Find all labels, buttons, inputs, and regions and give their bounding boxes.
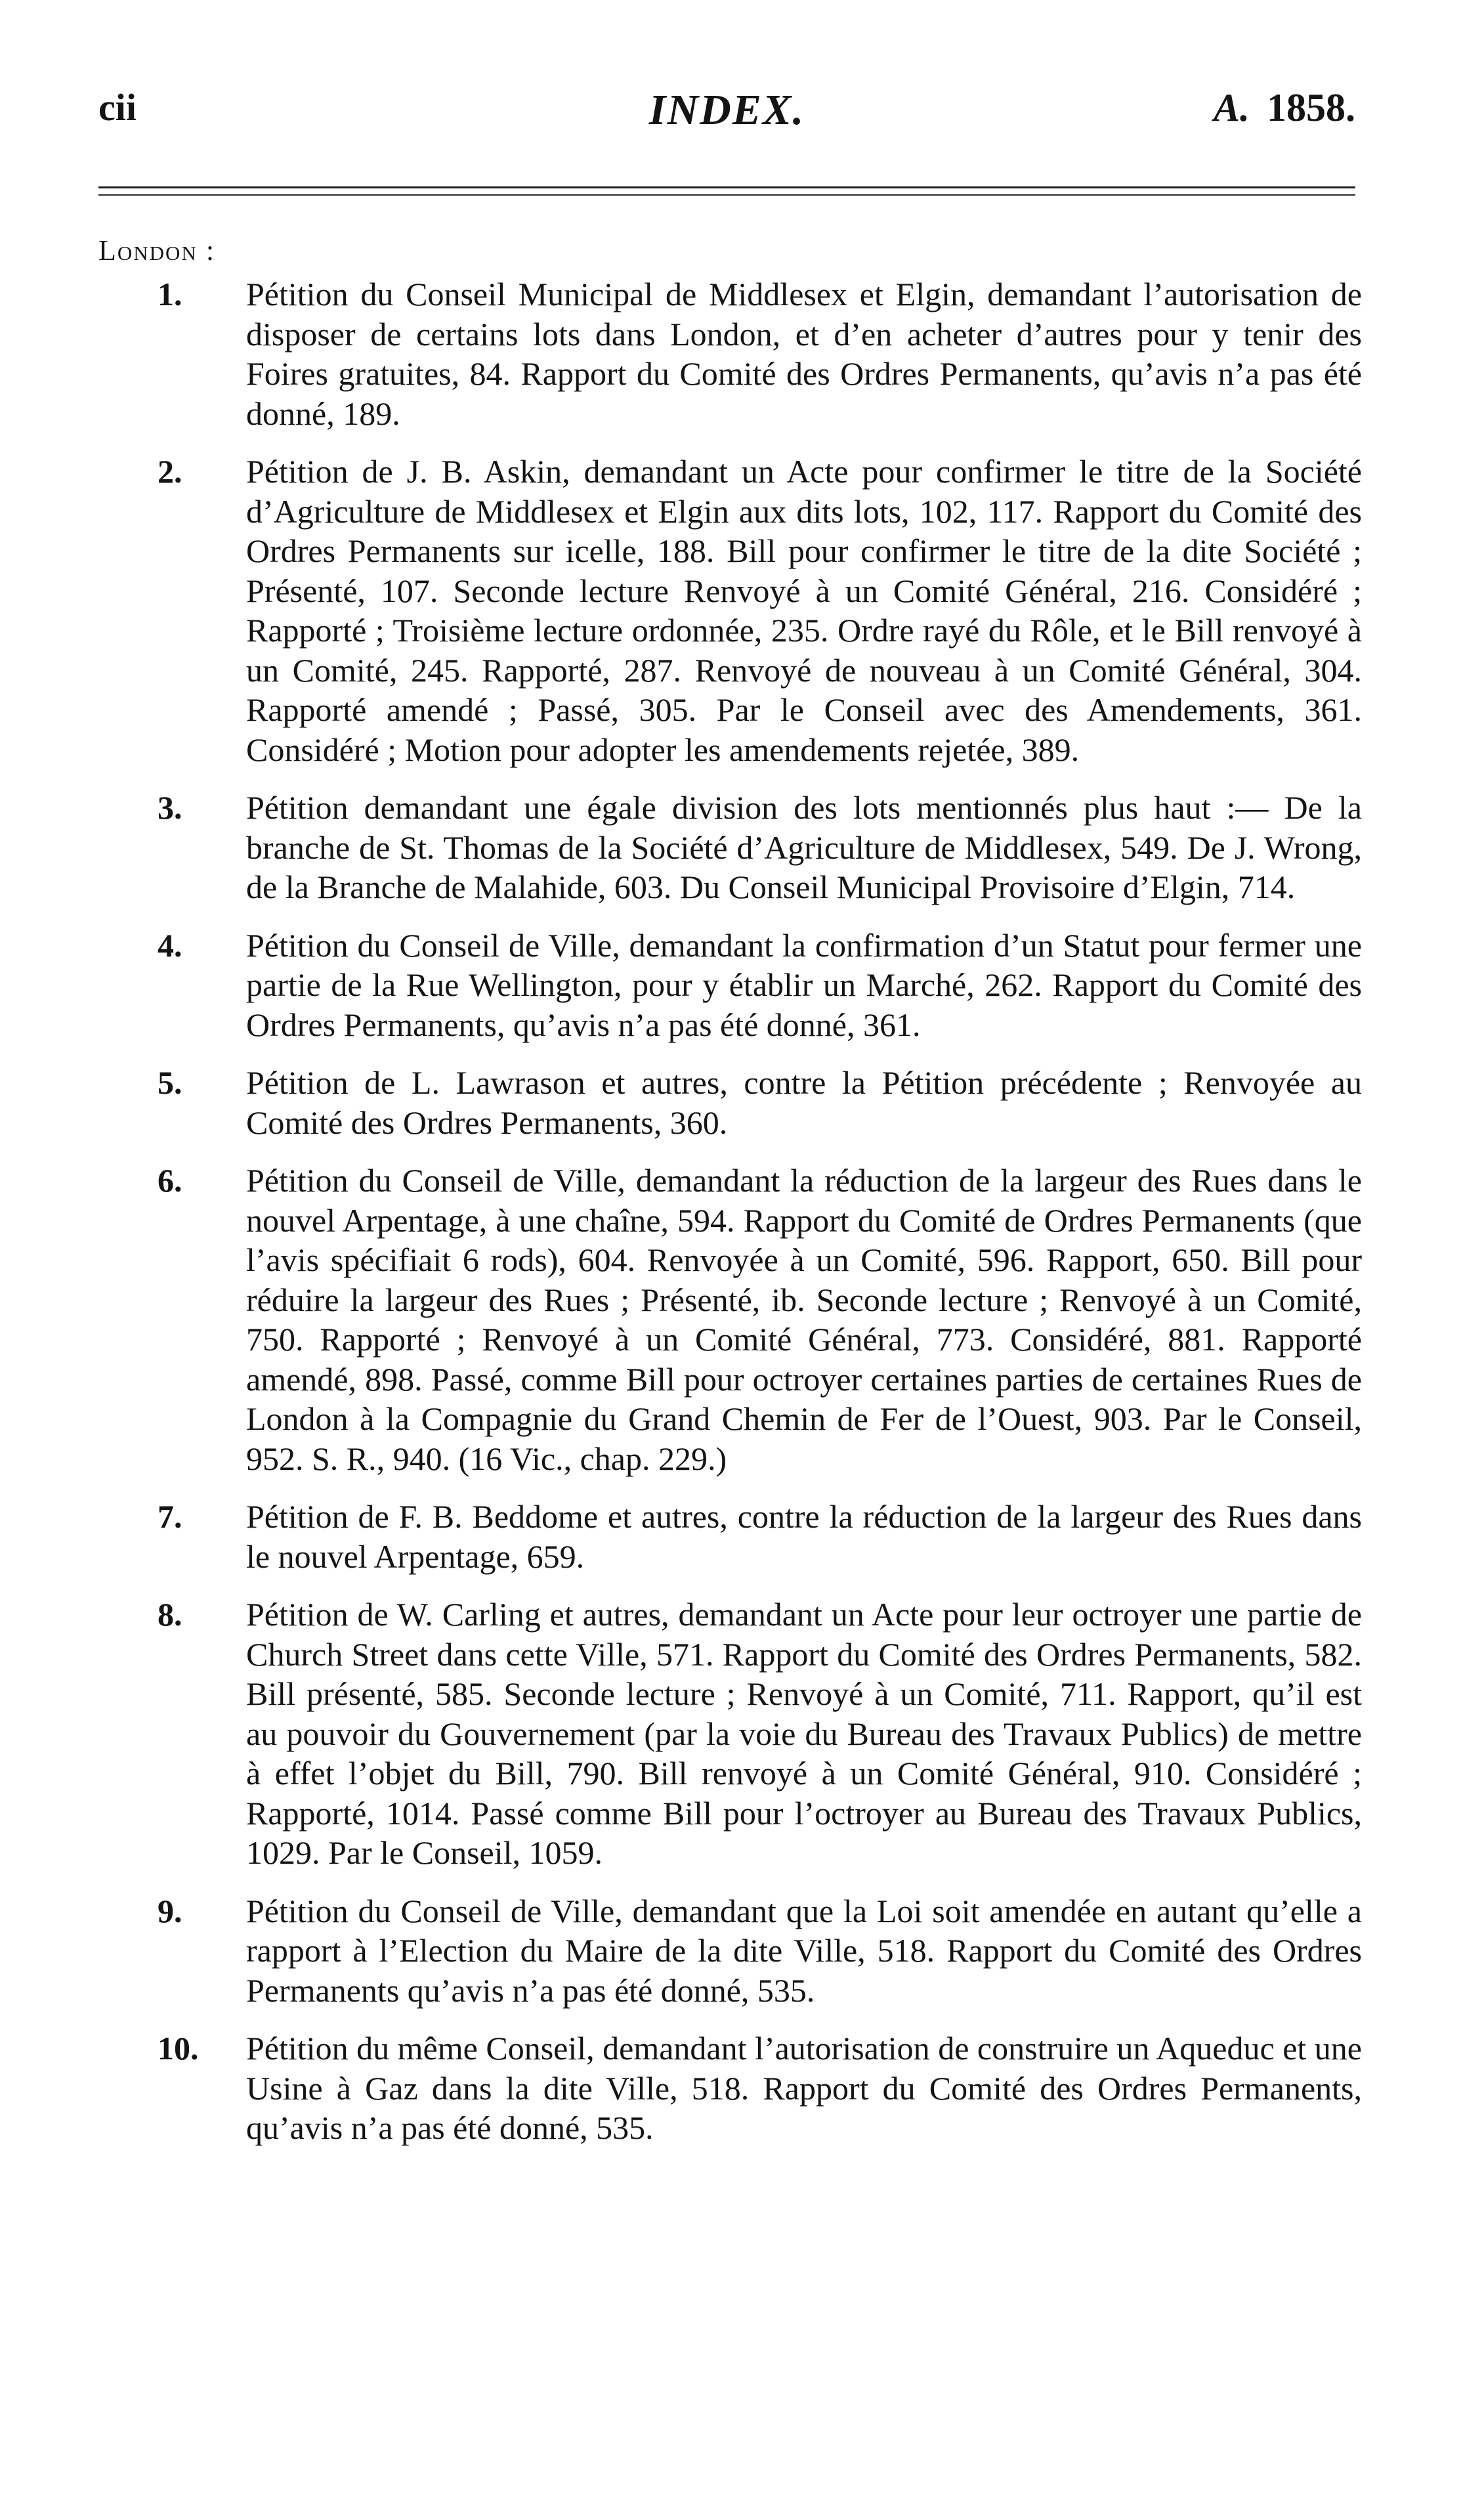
entry-number: 5.: [158, 1064, 182, 1101]
index-entry: [102, 274, 1362, 433]
entry-number: 9.: [158, 1892, 182, 1929]
header-rule-top: [98, 186, 1355, 188]
section-heading-colon: :: [197, 234, 216, 267]
entry-text: Pétition du Conseil de Ville, demandant que la Loi soit amendée en autant qu’elle a rapport à l’Election du Maire de la dite Ville, 518. Rapport du Comité des Ordres Permanents qu’avis n’a pas été donné, 535.: [246, 1892, 1362, 2009]
entry-text: Pétition de L. Lawrason et autres, contre la Pétition précédente ; Renvoyée au Comité des Ordres Permanents, 360.: [246, 1064, 1362, 1141]
year-letter: A.: [1213, 86, 1250, 129]
index-entries: [102, 274, 1362, 2148]
entry-text: Pétition demandant une égale division des lots mentionnés plus haut :— De la branche de St. Thomas de la Société d’Agriculture de Middlesex, 549. De J. Wrong, de la Branche de Malahide, 603. Du Conseil Municipal Provisoire d’Elgin, 714.: [246, 789, 1362, 905]
entry-number: 7.: [158, 1498, 182, 1535]
entry-text: Pétition du Conseil de Ville, demandant la réduction de la largeur des Rues dans le nouvel Arpentage, à une chaîne, 594. Rapport du Comité de Ordres Permanents (que l’avis spécifiait 6 rods), 604. Renvoyée à un Comité, 596. Rapport, 650. Bill pour réduire la largeur des Rues ; Présenté, ib. Seconde lecture ; Renvoyé à un Comité, 750. Rapporté ; Renvoyé à un Comité Général, 773. Considéré, 881. Rapporté amendé, 898. Passé, comme Bill pour octroyer certaines parties de certaines Rues de London à la Compagnie du Grand Chemin de Fer de l’Ouest, 903. Par le Conseil, 952. S. R., 940. (16 Vic., chap. 229.): [246, 1162, 1362, 1477]
entry-number: 8.: [158, 1596, 182, 1633]
index-entry: [102, 926, 1362, 1045]
page-title: INDEX.: [648, 86, 805, 134]
header-rule-bottom: [98, 194, 1355, 196]
index-entry: [102, 788, 1362, 907]
entry-number: 1.: [158, 276, 182, 312]
year-label: [1214, 85, 1355, 131]
year-value: 1858.: [1267, 86, 1355, 129]
index-entry: [102, 1161, 1362, 1478]
entry-text: Pétition du Conseil Municipal de Middlesex et Elgin, demandant l’autorisation de disposer de certains lots dans London, et d’en acheter d’autres pour y tenir des Foires gratuites, 84. Rapport du Comité des Ordres Permanents, qu’avis n’a pas été donné, 189.: [246, 276, 1362, 432]
entry-text: Pétition de F. B. Beddome et autres, contre la réduction de la largeur des Rues dans le nouvel Arpentage, 659.: [246, 1498, 1362, 1575]
entry-text: Pétition du Conseil de Ville, demandant la confirmation d’un Statut pour fermer une partie de la Rue Wellington, pour y établir un Marché, 262. Rapport du Comité des Ordres Permanents, qu’avis n’a pas été donné, 361.: [246, 926, 1362, 1043]
entry-number: 6.: [158, 1162, 182, 1199]
section-heading: [98, 234, 215, 267]
index-entry: [102, 2028, 1362, 2148]
entry-number: 4.: [158, 926, 182, 964]
index-entry: [102, 452, 1362, 769]
index-entry: [102, 1891, 1362, 2011]
index-entry: [102, 1497, 1362, 1576]
index-entry: [102, 1595, 1362, 1873]
entry-text: Pétition de W. Carling et autres, demandant un Acte pour leur octroyer une partie de Church Street dans cette Ville, 571. Rapport du Comité des Ordres Permanents, 582. Bill présenté, 585. Seconde lecture ; Renvoyé à un Comité, 711. Rapport, qu’il est au pouvoir du Gouvernement (par la voie du Bureau des Travaux Publics) de mettre à effet l’objet du Bill, 790. Bill renvoyé à un Comité Général, 910. Considéré ; Rapporté, 1014. Passé comme Bill pour l’octroyer au Bureau des Travaux Publics, 1029. Par le Conseil, 1059.: [246, 1596, 1362, 1871]
section-heading-label: London: [98, 234, 198, 267]
index-entry: [102, 1063, 1362, 1142]
entry-text: Pétition de J. B. Askin, demandant un Acte pour confirmer le titre de la Société d’Agriculture de Middlesex et Elgin aux dits lots, 102, 117. Rapport du Comité des Ordres Permanents sur icelle, 188. Bill pour confirmer le titre de la dite Société ; Présenté, 107. Seconde lecture Renvoyé à un Comité Général, 216. Considéré ; Rapporté ; Troisième lecture ordonnée, 235. Ordre rayé du Rôle, et le Bill renvoyé à un Comité, 245. Rapporté, 287. Renvoyé de nouveau à un Comité Général, 304. Rapporté amendé ; Passé, 305. Par le Conseil avec des Amendements, 361. Considéré ; Motion pour adopter les amendements rejetée, 389.: [246, 453, 1362, 768]
entry-text: Pétition du même Conseil, demandant l’autorisation de construire un Aqueduc et une Usine à Gaz dans la dite Ville, 518. Rapport du Comité des Ordres Permanents, qu’avis n’a pas été donné, 535.: [246, 2030, 1362, 2146]
entry-number: 2.: [158, 453, 182, 490]
running-head: [98, 85, 1355, 144]
entry-number: 10.: [158, 2030, 199, 2067]
page-number: cii: [98, 86, 137, 129]
entry-number: 3.: [158, 789, 182, 826]
